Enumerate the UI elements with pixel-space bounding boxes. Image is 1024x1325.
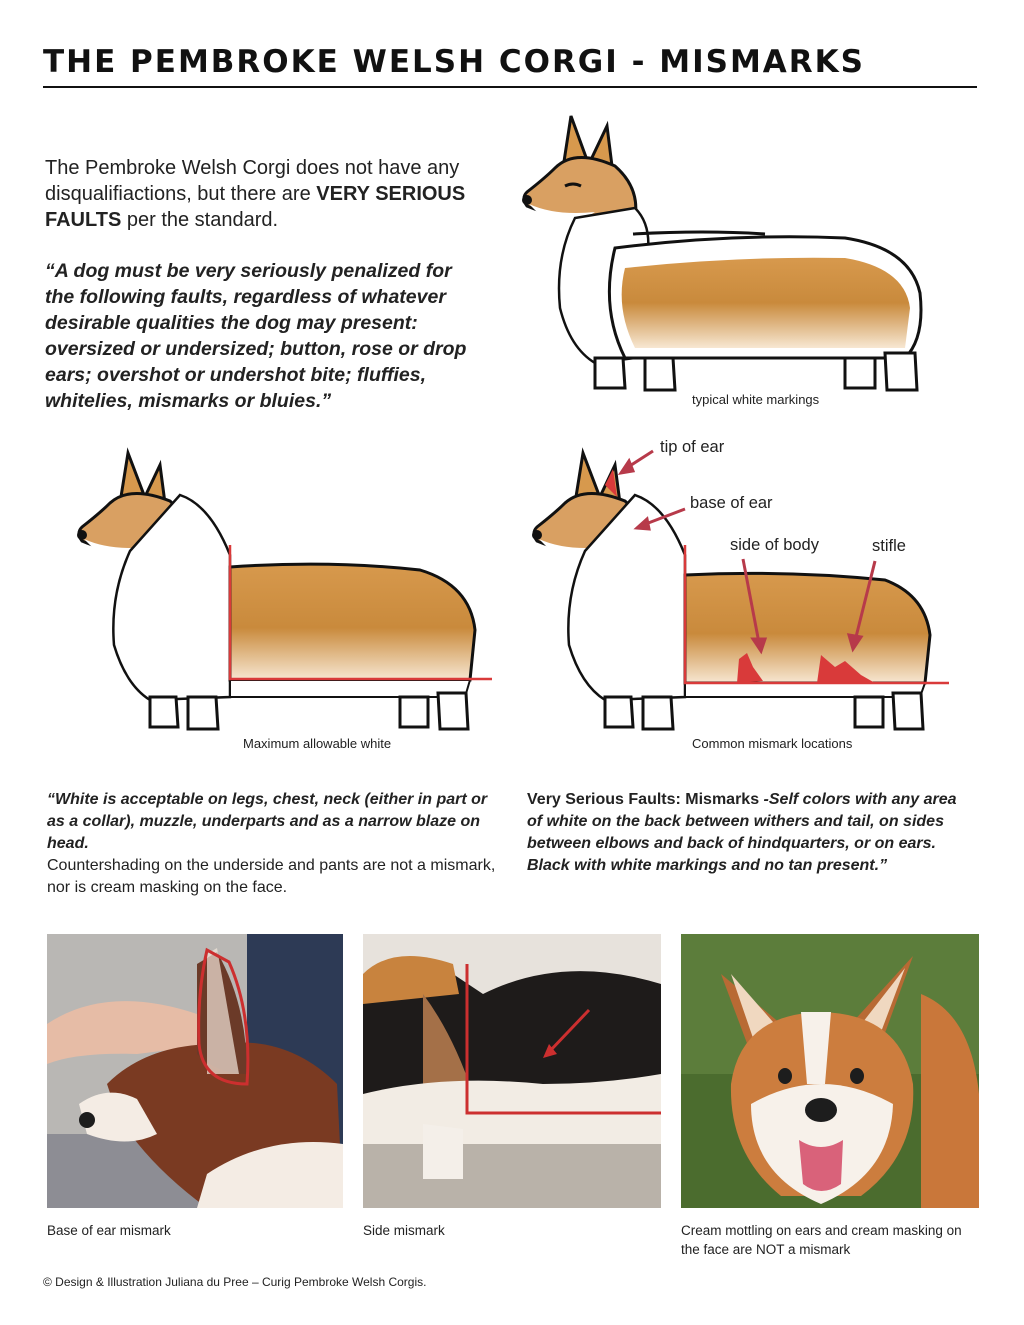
intro-paragraph [45, 155, 485, 233]
corgi-mismark-illustration [525, 445, 955, 735]
photo-cream-mottling [681, 934, 979, 1208]
white-quote-italic: “White is acceptable on legs, chest, neck (either in part or as a collar), muzzle, underparts and as a narrow blaze on head. [47, 791, 488, 852]
white-quote-plain: Countershading on the underside and pants are not a mismark, nor is cream masking on the face. [47, 857, 496, 896]
title-divider [43, 86, 977, 88]
photo-base-of-ear-drawing [47, 934, 343, 1208]
photo-side-mismark [363, 934, 661, 1208]
photo-caption-side-mismark: Side mismark [363, 1223, 445, 1238]
faults-italic: -Self colors with any area of white on the back between withers and tail, on sides between elbows and back of hindquarters, or on ears. Black with white markings and no tan present.” [527, 791, 957, 874]
faults-label: Very Serious Faults: Mismarks [527, 791, 760, 808]
photo-cream-mottling-drawing [681, 934, 979, 1208]
max-white-caption: Maximum allowable white [243, 736, 392, 751]
typical-caption: typical white markings [692, 392, 820, 407]
corgi-typical-illustration [515, 108, 955, 398]
photo-base-of-ear [47, 934, 343, 1208]
callout-stifle: stifle [872, 537, 906, 555]
white-acceptable-quote [47, 789, 497, 899]
photo-caption-cream-mottling: Cream mottling on ears and cream masking on the face are NOT a mismark [681, 1223, 962, 1257]
standard-quote: “A dog must be very seriously penalized for the following faults, regardless of whatever desirable qualities the dog may present: oversized or undersized; button, rose or drop ears; overshot or undershot bite; fluffies, whitelies, mismarks or bluies.” [45, 260, 467, 412]
photo-side-mismark-drawing [363, 934, 661, 1208]
photo-caption-base-of-ear: Base of ear mismark [47, 1223, 171, 1238]
intro-text-after: per the standard. [121, 209, 279, 231]
callout-tip-of-ear: tip of ear [660, 438, 725, 456]
mismark-caption: Common mismark locations [692, 736, 853, 751]
serious-faults-quote [527, 789, 972, 877]
copyright-footer: © Design & Illustration Juliana du Pree – Curig Pembroke Welsh Corgis. [43, 1275, 427, 1289]
page-title: THE PEMBROKE WELSH CORGI - MISMARKS [43, 44, 866, 80]
callout-base-of-ear: base of ear [690, 494, 773, 512]
callout-side-of-body: side of body [730, 536, 819, 554]
corgi-max-white-illustration [70, 445, 490, 735]
intro-emphasis: VERY SERIOUS FAULTS [45, 183, 466, 231]
intro-text-before: The Pembroke Welsh Corgi does not have any disqualifiactions, but there are [45, 157, 460, 205]
